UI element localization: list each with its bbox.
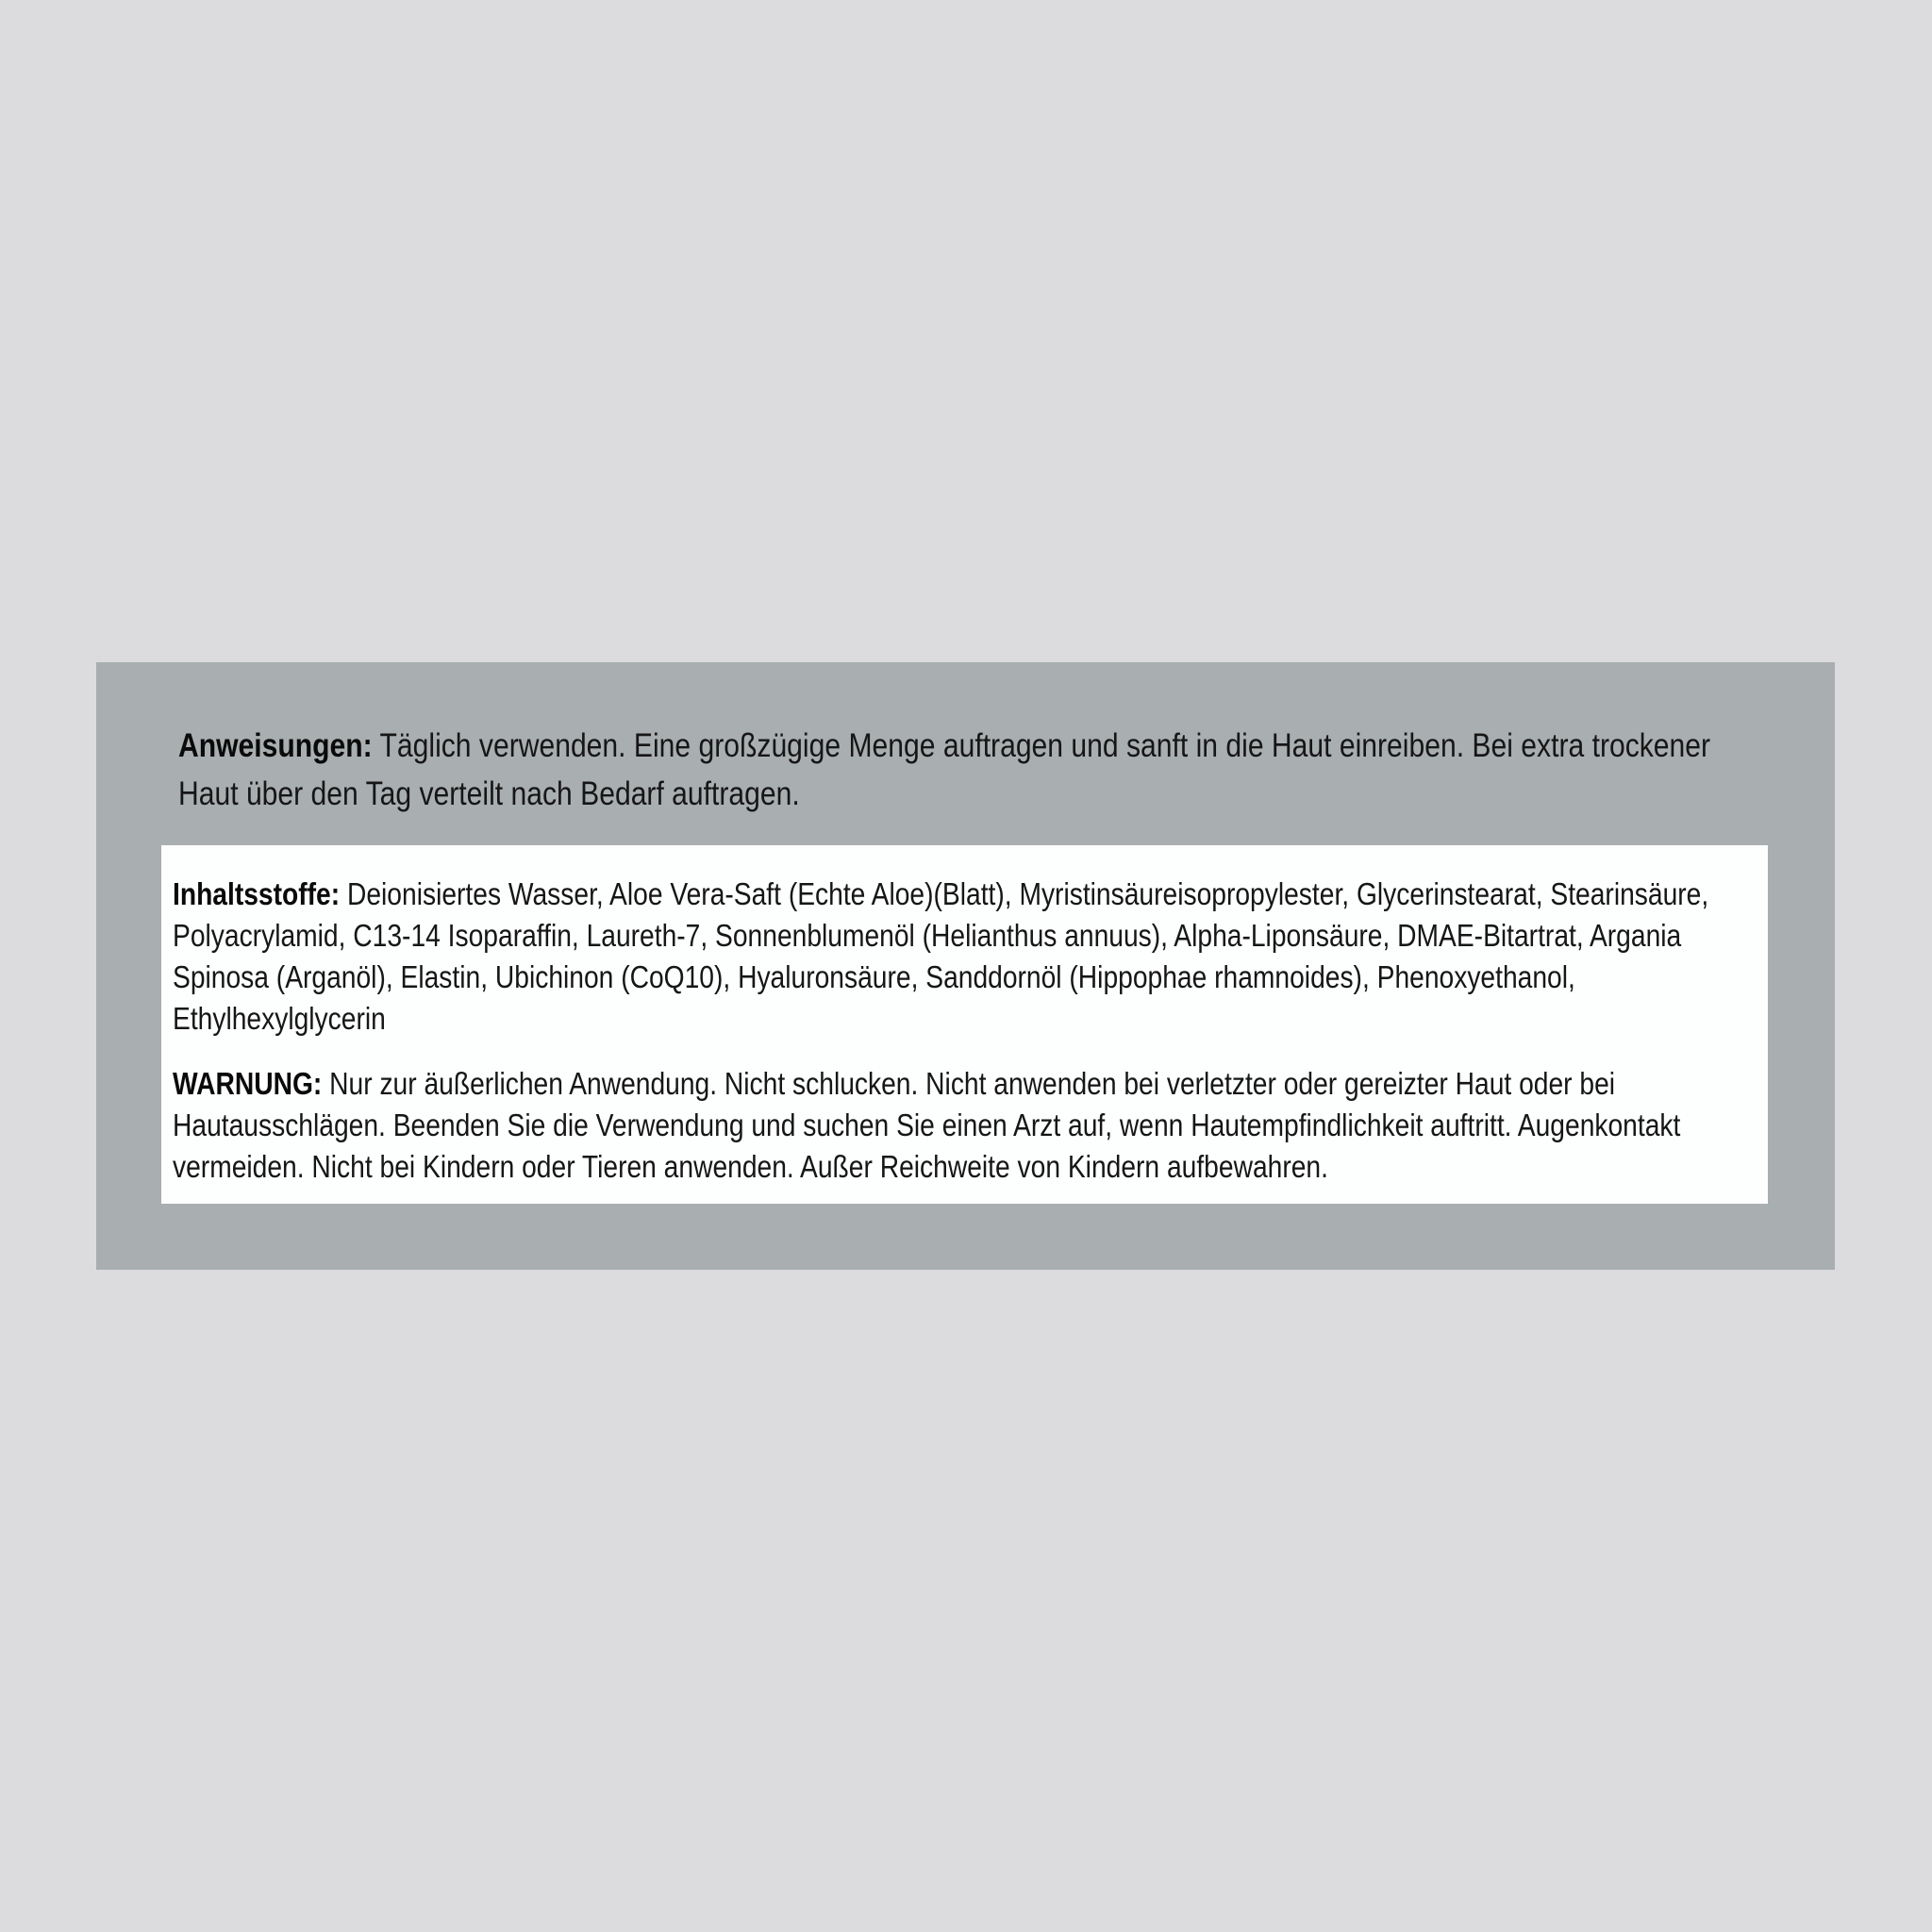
warning-paragraph <box>173 1063 1766 1188</box>
warning-label: WARNUNG: <box>173 1066 323 1101</box>
directions-label: Anweisungen: <box>178 727 373 764</box>
directions-paragraph <box>178 722 1760 818</box>
label-panel <box>96 662 1835 1270</box>
ingredients-text: Deionisiertes Wasser, Aloe Vera-Saft (Echte Aloe)(Blatt), Myristinsäureisopropylester, Glycerinstearat, Stearinsäure, Polyacrylamid, C13-14 Isoparaffin, Laureth-7, Sonnenblumenöl (Helianthus annuus), Alpha-Liponsäure, DMAE-Bitartrat, Argania Spinosa (Arganöl), Elastin, Ubichinon (CoQ10), Hyaluronsäure, Sanddornöl (Hippophae rhamnoides), Phenoxyethanol, Ethylhexylglycerin <box>173 876 1709 1036</box>
ingredients-paragraph <box>173 874 1745 1040</box>
warning-text: Nur zur äußerlichen Anwendung. Nicht schlucken. Nicht anwenden bei verletzter oder gereizter Haut oder bei Hautausschlägen. Beenden Sie die Verwendung und suchen Sie einen Arzt auf, wenn Hautempfindlichkeit auftritt. Augenkontakt vermeiden. Nicht bei Kindern oder Tieren anwenden. Außer Reichweite von Kindern aufbewahren. <box>173 1066 1681 1184</box>
directions-text: Täglich verwenden. Eine großzügige Menge auftragen und sanft in die Haut einreiben. Bei extra trockener Haut über den Tag verteilt nach Bedarf auftragen. <box>178 727 1711 812</box>
ingredients-label: Inhaltsstoffe: <box>173 876 341 911</box>
ingredients-warning-box <box>161 845 1768 1204</box>
